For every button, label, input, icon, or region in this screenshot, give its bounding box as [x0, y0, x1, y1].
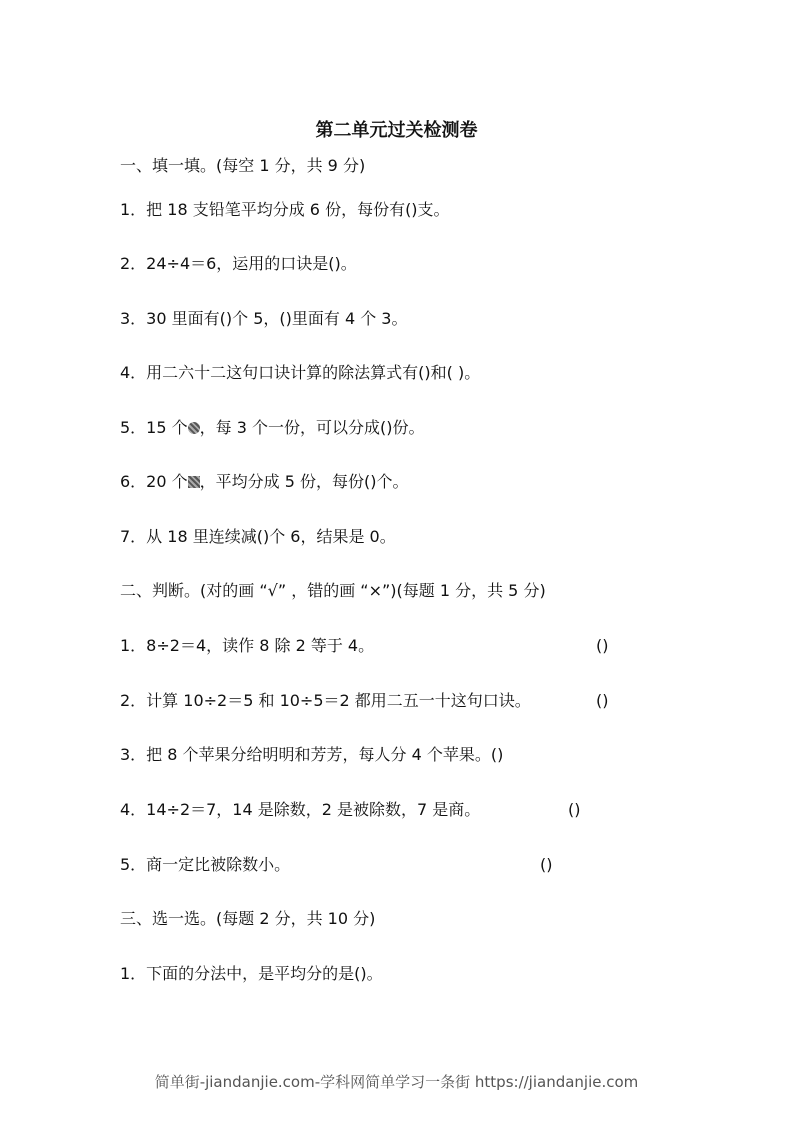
question-1-5	[120, 418, 424, 438]
question-2-4	[120, 800, 620, 820]
answer-paren: ()	[490, 745, 504, 764]
answer-paren: ()	[568, 800, 581, 819]
question-2-5	[120, 855, 620, 875]
question-1-7: 7．从 18 里连续减()个 6，结果是 0。	[120, 527, 396, 546]
question-1-6	[120, 472, 408, 492]
question-2-3	[120, 745, 503, 765]
question-1-3: 3．30 里面有()个 5，()里面有 4 个 3。	[120, 309, 408, 328]
question-text: ，平均分成 5 份，每份()个。	[199, 472, 409, 491]
section-heading-fill: 一、填一填。(每空 1 分，共 9 分)	[120, 156, 366, 175]
question-3-1: 1．下面的分法中，是平均分的是()。	[120, 964, 383, 983]
question-text: 6．20 个	[120, 472, 188, 491]
question-text: 2．计算 10÷2＝5 和 10÷5＝2 都用二五一十这句口诀。	[120, 691, 531, 710]
question-text: 5．15 个	[120, 418, 188, 437]
question-1-2: 2．24÷4＝6，运用的口诀是()。	[120, 254, 357, 273]
section-heading-judge: 二、判断。(对的画 “√” ，错的画 “×”)(每题 1 分，共 5 分)	[120, 581, 546, 600]
question-2-1	[120, 636, 620, 656]
question-text: ，每 3 个一份，可以分成()份。	[199, 418, 425, 437]
question-text: 5．商一定比被除数小。	[120, 855, 291, 874]
answer-paren: ()	[596, 636, 609, 655]
question-1-4: 4．用二六十二这句口诀计算的除法算式有()和( )。	[120, 363, 481, 382]
footer-watermark: 简单街-jiandanjie.com-学科网简单学习一条街 https://jiandanjie.com	[154, 1073, 639, 1091]
answer-paren: ()	[540, 855, 553, 874]
question-text: 4．14÷2＝7，14 是除数，2 是被除数，7 是商。	[120, 800, 481, 819]
circle-icon	[188, 422, 200, 434]
question-2-2	[120, 691, 620, 711]
question-text: 3．把 8 个苹果分给明明和芳芳，每人分 4 个苹果。	[120, 745, 491, 764]
question-1-1: 1．把 18 支铅笔平均分成 6 份，每份有()支。	[120, 200, 450, 219]
question-text: 1．8÷2＝4，读作 8 除 2 等于 4。	[120, 636, 375, 655]
answer-paren: ()	[596, 691, 609, 710]
section-heading-choose: 三、选一选。(每题 2 分，共 10 分)	[120, 909, 376, 928]
square-icon	[188, 476, 200, 488]
page-title: 第二单元过关检测卷	[315, 120, 478, 141]
